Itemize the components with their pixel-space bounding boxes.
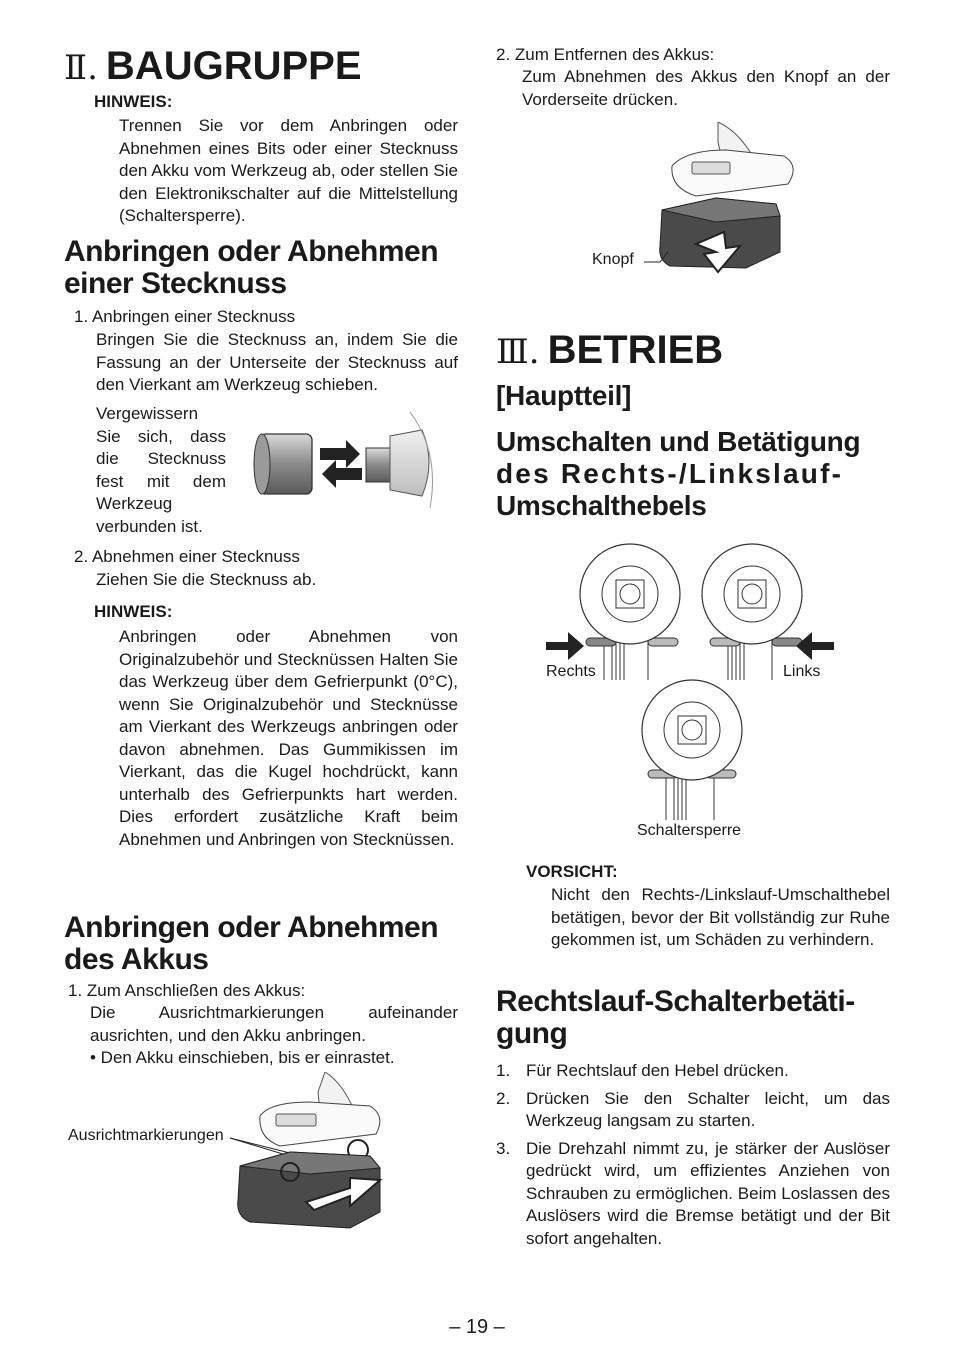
list-item: 1. Für Rechtslauf den Hebel drücken.: [496, 1060, 890, 1083]
rechtslauf-list: [496, 1060, 890, 1250]
section-title-rechtslauf: Rechtslauf-Schalterbetäti- gung: [496, 985, 855, 1050]
list-item: 3. Die Drehzahl nimmt zu, je stärker der Auslöser gedrückt wird, um effizientes Anziehen von Schrauben zu ermöglichen. Beim Loslassen des Auslösers wird die Bremse betätigt und der Bit sofort angehalten.: [496, 1138, 890, 1248]
section-title-akku: Anbringen oder Abnehmen des Akkus: [64, 911, 439, 976]
list-item: 2. Drücken Sie den Schalter leicht, um das Werkzeug langsam zu starten.: [496, 1088, 890, 1130]
chapter-number: Ⅱ.: [64, 48, 98, 88]
list-number: 3.: [496, 1138, 511, 1158]
battery-attach-figure: [230, 1072, 430, 1232]
step1-title: 1. Anbringen einer Stecknuss: [74, 307, 296, 326]
page-number: – 19 –: [449, 1316, 505, 1338]
label-rechts: Rechts: [546, 663, 596, 680]
akku-bullet: • Den Akku einschieben, bis er einrastet.: [90, 1048, 395, 1067]
hinweis-text: Trennen Sie vor dem Anbringen oder Abnehmen eines Bits oder einer Stecknuss den Akku vom Werkzeug ab, oder stellen Sie den Elektronikschalter auf die Mittelstellung (Schaltersperre).: [119, 116, 458, 225]
hinweis-label: HINWEIS:: [94, 92, 173, 111]
socket-attach-figure: [250, 412, 440, 508]
list-number: 1.: [496, 1061, 511, 1080]
akku-step1-title: 1. Zum Anschließen des Akkus:: [68, 981, 306, 1000]
section-title-umschalten: Umschalten und Betätigung des Rechts-/Linkslauf- Umschalthebels: [496, 426, 861, 521]
figure-label-knopf: Knopf: [592, 251, 634, 268]
switch-positions-figure: [544, 538, 844, 828]
switch-sperre-drawing: [642, 680, 742, 820]
hinweis2-label: HINWEIS:: [94, 602, 173, 621]
label-links: Links: [783, 663, 821, 680]
vorsicht-text: Nicht den Rechts-/Linkslauf-Umschalthebel betätigen, bevor der Bit vollständig zur Ruhe gekommen ist, um Schäden zu verhindern.: [551, 885, 890, 949]
chapter-heading-baugruppe: [64, 44, 362, 90]
step1-text: Bringen Sie die Stecknuss an, indem Sie die Fassung an der Unterseite der Stecknuss auf den Vierkant am Werkzeug schieben.: [96, 330, 458, 394]
step1-check-text: Vergewissern Sie sich, dass die Stecknuss fest mit dem Werkzeug verbunden ist.: [96, 404, 226, 536]
list-number: 2.: [496, 1088, 511, 1108]
switch-links-drawing: [702, 544, 834, 680]
step2-title: 2. Abnehmen einer Stecknuss: [74, 547, 300, 566]
hinweis2-text: Anbringen oder Abnehmen von Originalzubehör und Stecknüssen Halten Sie das Werkzeug über dem Gefrierpunkt (0°C), wenn Sie Originalzubehör und Stecknüsse am Vierkant des Werkzeugs anbringen oder davon abnehmen. Das Gummikissen im Vierkant, das die Kugel hochdrückt, kann unterhalb des Gefrierpunkts hart werden. Dies erfordert zusätzliche Kraft beim Abnehmen und Anbringen von Stecknüssen.: [119, 627, 458, 849]
step2-text: Ziehen Sie die Stecknuss ab.: [96, 570, 317, 589]
section-title-stecknuss: Anbringen oder Abnehmen einer Stecknuss: [64, 235, 439, 300]
battery-remove-figure: [656, 122, 816, 282]
akku-step2-title: 2. Zum Entfernen des Akkus:: [496, 45, 715, 64]
chapter-title: BAUGRUPPE: [105, 44, 362, 88]
label-schaltersperre: Schaltersperre: [637, 822, 742, 839]
hauptteil-heading: [Hauptteil]: [496, 380, 632, 411]
chapter-heading-betrieb: [496, 328, 723, 374]
knopf-leader-line: [642, 250, 672, 270]
chapter-title: BETRIEB: [547, 328, 724, 372]
switch-rechts-drawing: [546, 544, 680, 680]
figure-label-ausrichtmarkierungen: Ausrichtmarkierungen: [68, 1127, 224, 1144]
chapter-number: Ⅲ.: [496, 332, 540, 372]
akku-step2-text: Zum Abnehmen des Akkus den Knopf an der Vorderseite drücken.: [522, 67, 890, 109]
vorsicht-label: VORSICHT:: [526, 862, 618, 881]
akku-step1-text: Die Ausrichtmarkierungen aufeinander ausrichten, und den Akku anbringen.: [90, 1003, 458, 1045]
